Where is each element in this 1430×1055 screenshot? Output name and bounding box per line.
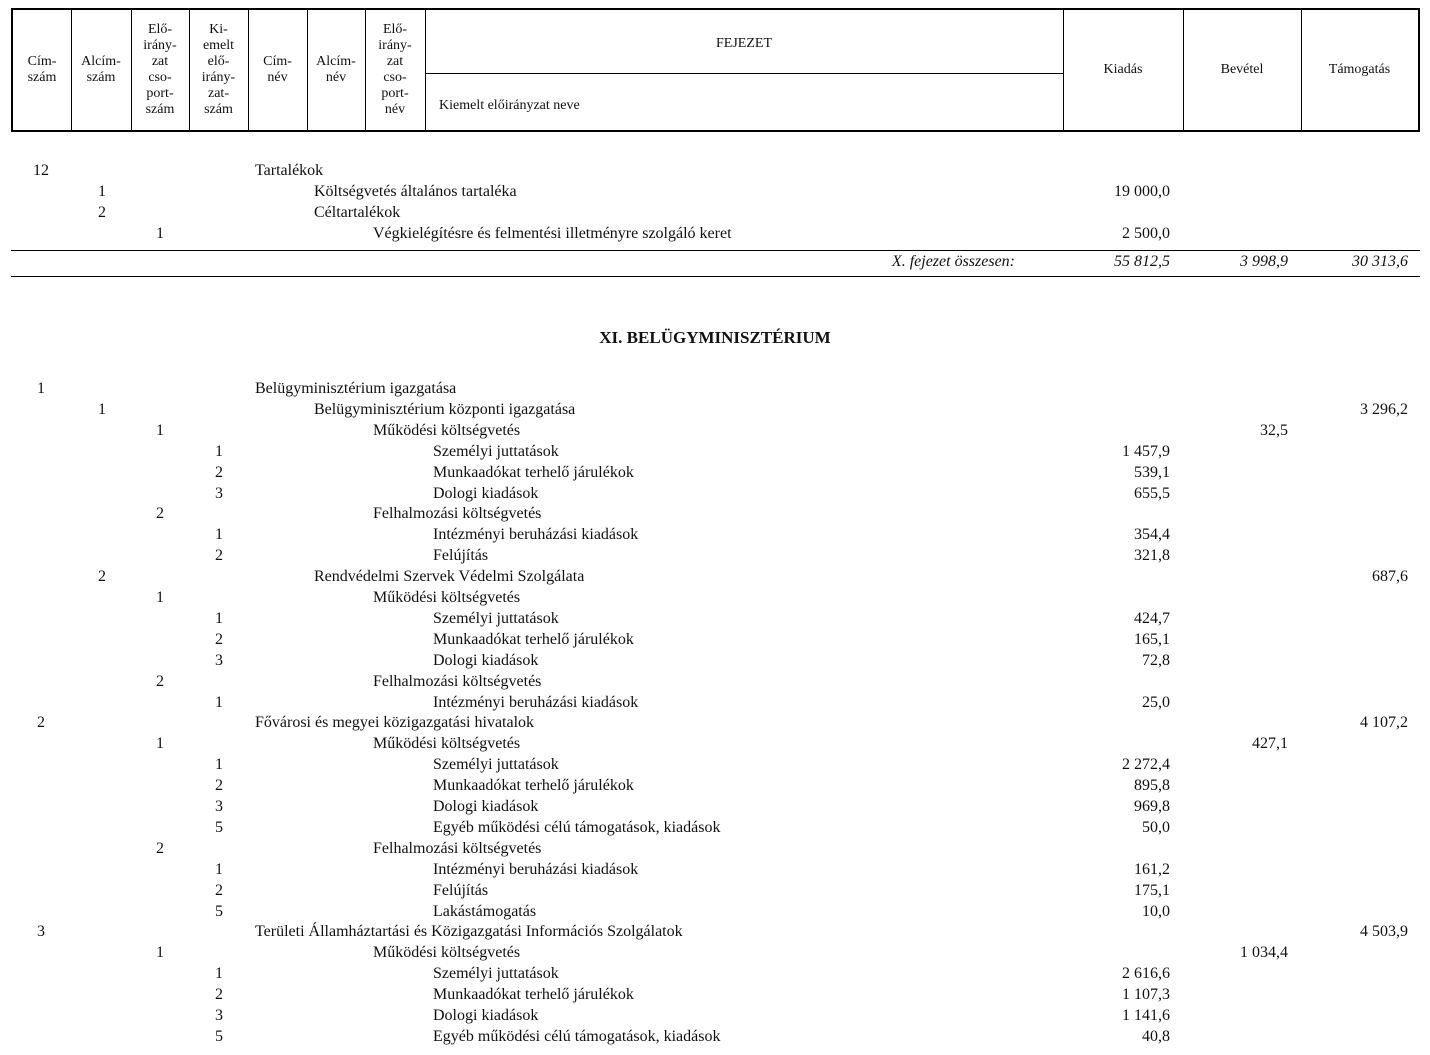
kiadas-value: 161,2 <box>1134 860 1170 878</box>
bevetel-value: 1 034,4 <box>1240 944 1288 962</box>
table-row <box>0 796 1430 817</box>
cim-szam: 1 <box>37 380 45 397</box>
table-row <box>0 441 1430 462</box>
kiemelt-eloiranyzat-szam: 1 <box>215 693 223 711</box>
table-row <box>0 566 1430 587</box>
table-row <box>0 1005 1430 1026</box>
table-row <box>0 754 1430 775</box>
kiadas-value: 2 616,6 <box>1122 965 1170 983</box>
item-name: Egyéb működési célú támogatások, kiadások <box>433 818 721 836</box>
header-word: irány- <box>201 70 236 85</box>
header-fejezet: FEJEZET <box>716 36 772 51</box>
table-row <box>0 399 1430 420</box>
header-word: zat <box>151 54 169 69</box>
alcim-szam: 2 <box>98 204 106 221</box>
item-name: Működési költségvetés <box>373 735 521 753</box>
item-name: Területi Államháztartási és Közigazgatási Információs Szolgálatok <box>255 923 683 941</box>
column-header-table <box>11 8 1420 132</box>
item-name: Dologi kiadások <box>433 651 539 669</box>
kiemelt-eloiranyzat-szam: 1 <box>215 442 223 460</box>
item-name: Dologi kiadások <box>433 484 539 502</box>
table-row <box>0 901 1430 922</box>
item-name: Rendvédelmi Szervek Védelmi Szolgálata <box>314 568 585 586</box>
cim-szam: 12 <box>33 162 49 179</box>
item-name: Céltartalékok <box>314 204 401 221</box>
item-name: Felújítás <box>433 547 489 565</box>
table-row <box>0 921 1430 942</box>
chapter-x-total-kiadas: 55 812,5 <box>1114 253 1170 270</box>
eloiranyzat-csoport-szam: 1 <box>156 589 164 606</box>
kiemelt-eloiranyzat-szam: 1 <box>215 965 223 983</box>
alcim-szam: 1 <box>98 400 106 418</box>
eloiranyzat-csoport-szam: 1 <box>156 421 164 439</box>
table-row <box>0 181 1430 202</box>
kiadas-value: 72,8 <box>1142 651 1170 669</box>
header-tamogatas: Támogatás <box>1328 62 1391 77</box>
eloiranyzat-csoport-szam: 1 <box>156 735 164 753</box>
header-cim-nev <box>248 10 307 130</box>
table-row <box>0 587 1430 608</box>
chapter-x-total-row <box>0 251 1430 272</box>
kiadas-value: 25,0 <box>1142 693 1170 711</box>
table-row <box>0 984 1430 1005</box>
item-name: Személyi juttatások <box>433 965 559 983</box>
kiadas-value: 40,8 <box>1142 1027 1170 1045</box>
header-word: szám <box>145 102 175 117</box>
item-name: Munkaadókat terhelő járulékok <box>433 777 634 795</box>
header-word: cso- <box>383 70 407 85</box>
kiemelt-eloiranyzat-szam: 5 <box>215 1027 223 1045</box>
kiemelt-eloiranyzat-szam: 3 <box>215 651 223 669</box>
cim-szam: 2 <box>37 714 45 732</box>
header-word: zat- <box>208 86 229 101</box>
table-row <box>0 420 1430 441</box>
item-name: Személyi juttatások <box>433 442 559 460</box>
chapter-x-total-bevetel: 3 998,9 <box>1240 253 1288 270</box>
kiemelt-eloiranyzat-szam: 1 <box>215 756 223 774</box>
kiemelt-eloiranyzat-szam: 1 <box>215 526 223 544</box>
kiemelt-eloiranyzat-szam: 2 <box>215 777 223 795</box>
kiadas-value: 1 107,3 <box>1122 986 1170 1004</box>
table-row <box>0 223 1430 244</box>
item-name: Belügyminisztérium igazgatása <box>255 380 457 397</box>
item-name: Működési költségvetés <box>373 944 521 962</box>
table-row <box>0 503 1430 524</box>
header-word: szám <box>86 70 116 85</box>
item-name: Személyi juttatások <box>433 756 559 774</box>
kiadas-value: 354,4 <box>1134 526 1170 544</box>
kiadas-value: 50,0 <box>1142 818 1170 836</box>
table-row <box>0 838 1430 859</box>
header-alcim-szam <box>71 10 131 130</box>
kiemelt-eloiranyzat-szam: 5 <box>215 818 223 836</box>
eloiranyzat-csoport-szam: 2 <box>156 672 164 690</box>
kiemelt-eloiranyzat-szam: 3 <box>215 798 223 815</box>
header-cim-szam <box>13 10 71 130</box>
header-word: elő- <box>207 54 230 69</box>
item-name: Munkaadókat terhelő járulékok <box>433 986 634 1004</box>
item-name: Felhalmozási költségvetés <box>373 839 542 857</box>
kiemelt-eloiranyzat-szam: 1 <box>215 609 223 627</box>
kiadas-value: 2 500,0 <box>1122 225 1170 242</box>
chapter-x-total-label: X. fejezet összesen: <box>891 253 1015 270</box>
kiadas-value: 424,7 <box>1134 609 1170 627</box>
tamogatas-value: 687,6 <box>1372 568 1408 586</box>
kiadas-value: 165,1 <box>1134 630 1170 648</box>
bevetel-value: 427,1 <box>1252 735 1288 753</box>
kiadas-value: 655,5 <box>1134 484 1170 502</box>
header-word: Elő- <box>382 22 408 37</box>
table-row <box>0 880 1430 901</box>
header-word: Cím- <box>263 54 292 69</box>
table-row <box>0 545 1430 566</box>
table-row <box>0 483 1430 504</box>
kiemelt-eloiranyzat-szam: 2 <box>215 547 223 565</box>
header-kiemelt-eloiranyzat-szam <box>189 10 248 130</box>
item-name: Intézményi beruházási kiadások <box>433 693 639 711</box>
table-row <box>0 963 1430 984</box>
item-name: Felújítás <box>433 881 489 899</box>
item-name: Felhalmozási költségvetés <box>373 505 542 523</box>
table-row <box>0 692 1430 713</box>
total-rule-bottom <box>11 276 1420 277</box>
item-name: Intézményi beruházási kiadások <box>433 526 639 544</box>
eloiranyzat-csoport-szam: 1 <box>156 225 164 242</box>
item-name: Intézményi beruházási kiadások <box>433 860 639 878</box>
kiemelt-eloiranyzat-szam: 2 <box>215 881 223 899</box>
table-row <box>0 202 1430 223</box>
header-word: emelt <box>202 38 235 53</box>
header-word: Cím- <box>27 54 57 69</box>
kiadas-value: 175,1 <box>1134 881 1170 899</box>
kiemelt-eloiranyzat-szam: 3 <box>215 484 223 502</box>
item-name: Felhalmozási költségvetés <box>373 672 542 690</box>
kiadas-value: 539,1 <box>1134 463 1170 481</box>
header-word: cso- <box>148 70 172 85</box>
item-name: Dologi kiadások <box>433 798 539 815</box>
kiadas-value: 321,8 <box>1134 547 1170 565</box>
table-row <box>0 1026 1430 1047</box>
item-name: Személyi juttatások <box>433 609 559 627</box>
kiadas-value: 895,8 <box>1134 777 1170 795</box>
header-word: név <box>325 70 347 85</box>
header-word: Alcím- <box>81 54 121 69</box>
header-word: Ki- <box>209 22 228 37</box>
header-word: Alcím- <box>316 54 356 69</box>
table-row <box>0 775 1430 796</box>
kiemelt-eloiranyzat-szam: 5 <box>215 902 223 920</box>
item-name: Belügyminisztérium központi igazgatása <box>314 400 576 418</box>
item-name: Tartalékok <box>255 162 324 179</box>
kiemelt-eloiranyzat-szam: 3 <box>215 1007 223 1024</box>
header-eloiranyzat-csoport-nev <box>365 10 425 130</box>
header-bevetel: Bevétel <box>1220 62 1264 77</box>
tamogatas-value: 4 503,9 <box>1360 923 1408 941</box>
tamogatas-value: 4 107,2 <box>1360 714 1408 732</box>
header-word: irány- <box>378 38 412 53</box>
kiadas-value: 1 457,9 <box>1122 442 1170 460</box>
header-kiemelt-eloiranyzat-neve: Kiemelt előirányzat neve <box>439 98 580 113</box>
item-name: Végkielégítésre és felmentési illetményre szolgáló keret <box>373 225 732 242</box>
eloiranyzat-csoport-szam: 1 <box>156 944 164 962</box>
item-name: Költségvetés általános tartaléka <box>314 183 517 200</box>
eloiranyzat-csoport-szam: 2 <box>156 505 164 523</box>
item-name: Működési költségvetés <box>373 589 521 606</box>
alcim-szam: 2 <box>98 568 106 586</box>
item-name: Dologi kiadások <box>433 1007 539 1024</box>
header-kiadas: Kiadás <box>1103 62 1143 77</box>
kiadas-value: 2 272,4 <box>1122 756 1170 774</box>
header-word: port- <box>146 86 174 101</box>
header-word: Elő- <box>147 22 173 37</box>
header-word: szám <box>27 70 57 85</box>
header-word: szám <box>204 102 233 117</box>
table-row <box>0 650 1430 671</box>
table-row <box>0 629 1430 650</box>
table-row <box>0 378 1430 399</box>
table-row <box>0 160 1430 181</box>
kiadas-value: 19 000,0 <box>1114 183 1170 200</box>
table-row <box>0 859 1430 880</box>
kiemelt-eloiranyzat-szam: 2 <box>215 630 223 648</box>
bevetel-value: 32,5 <box>1260 421 1288 439</box>
item-name: Működési költségvetés <box>373 421 521 439</box>
item-name: Egyéb működési célú támogatások, kiadások <box>433 1027 721 1045</box>
header-word: port- <box>381 86 409 101</box>
table-row <box>0 524 1430 545</box>
tamogatas-value: 3 296,2 <box>1360 400 1408 418</box>
table-row <box>0 462 1430 483</box>
alcim-szam: 1 <box>98 183 106 200</box>
table-row <box>0 942 1430 963</box>
kiemelt-eloiranyzat-szam: 2 <box>215 463 223 481</box>
item-name: Fővárosi és megyei közigazgatási hivatalok <box>255 714 535 732</box>
section-title: XI. BELÜGYMINISZTÉRIUM <box>599 328 831 347</box>
kiadas-value: 1 141,6 <box>1122 1007 1170 1024</box>
table-row <box>0 733 1430 754</box>
header-alcim-nev <box>307 10 365 130</box>
table-row <box>0 817 1430 838</box>
item-name: Munkaadókat terhelő járulékok <box>433 630 634 648</box>
kiemelt-eloiranyzat-szam: 1 <box>215 860 223 878</box>
cim-szam: 3 <box>37 923 45 941</box>
header-word: zat <box>386 54 404 69</box>
table-row <box>0 671 1430 692</box>
table-row <box>0 712 1430 733</box>
chapter-x-total-tamogatas: 30 313,6 <box>1352 253 1408 270</box>
header-word: név <box>267 70 288 85</box>
eloiranyzat-csoport-szam: 2 <box>156 839 164 857</box>
header-word: irány- <box>143 38 177 53</box>
kiemelt-eloiranyzat-szam: 2 <box>215 986 223 1004</box>
kiadas-value: 10,0 <box>1142 902 1170 920</box>
header-word: név <box>384 102 406 117</box>
header-eloiranyzat-csoport-szam <box>131 10 189 130</box>
item-name: Munkaadókat terhelő járulékok <box>433 463 634 481</box>
table-row <box>0 608 1430 629</box>
item-name: Lakástámogatás <box>433 902 537 920</box>
kiadas-value: 969,8 <box>1134 798 1170 815</box>
